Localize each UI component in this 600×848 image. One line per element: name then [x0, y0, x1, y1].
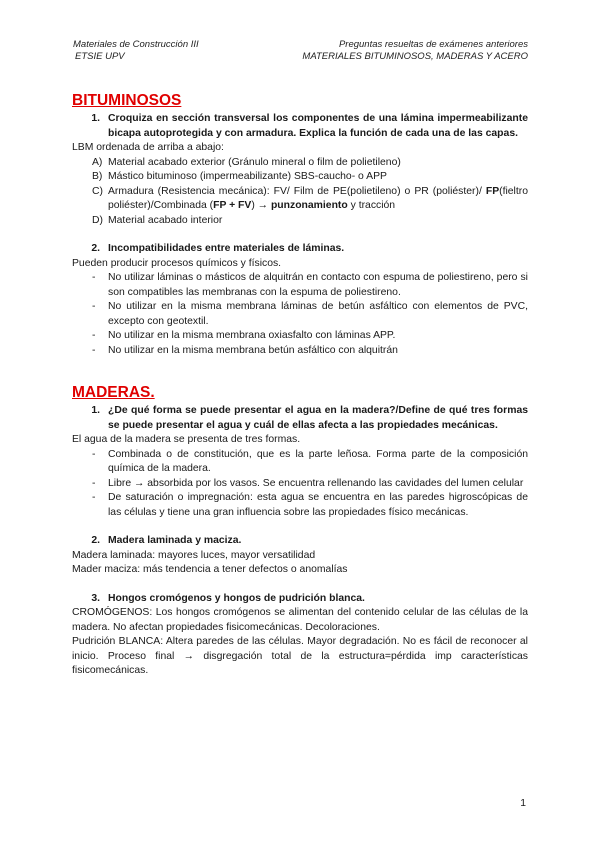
answer-intro: El agua de la madera se presenta de tres formas. [72, 434, 301, 445]
list-item [72, 185, 528, 214]
header-subtitle: Preguntas resueltas de exámenes anteriores [338, 39, 528, 50]
list-text: Combinada o de constitución, que es la parte leñosa. Forma parte de la composición química de la madera. [108, 448, 528, 474]
list-text: No utilizar en la misma membrana betún asfáltico con alquitrán [108, 344, 398, 356]
list-text: Material acabado exterior (Gránulo mineral o film de polietileno) [108, 156, 401, 168]
list-item [72, 329, 528, 344]
text-run: ) → [251, 200, 271, 211]
question-text: Incompatibilidades entre materiales de láminas. [108, 243, 345, 254]
list-item [72, 300, 528, 329]
layer-list [72, 156, 528, 229]
list-text: No utilizar láminas o másticos de alquitrán en contacto con espuma de poliestireno, pero si son compatibles las membranas con la espuma de poliestireno. [108, 272, 528, 298]
question-heading [72, 534, 528, 549]
question-heading [72, 592, 528, 607]
list-text: Material acabado interior [108, 214, 223, 226]
list-item [72, 271, 528, 300]
water-forms-list [72, 448, 528, 521]
incompatibility-list [72, 271, 528, 358]
list-text: No utilizar en la misma membrana láminas de betún asfáltico con elementos de PVC, excepto con geotextil. [108, 301, 528, 327]
list-item [72, 344, 528, 359]
question-heading [72, 242, 528, 257]
text-run: y tracción [347, 200, 396, 211]
list-item [72, 156, 528, 171]
answer-intro: Pueden producir procesos químicos y físicos. [72, 257, 282, 269]
answer-line: Mader maciza: más tendencia a tener defectos o anomalías [72, 564, 348, 575]
list-item [72, 448, 528, 477]
answer-paragraph: CROMÓGENOS: Los hongos cromógenos se alimentan del contenido celular de las células de la madera. No afectan propiedades fisicomecánicas. Decoloraciones. [72, 607, 528, 633]
document-body [72, 92, 528, 679]
list-bullet: - [92, 330, 96, 341]
question-number: 3. [91, 592, 100, 604]
list-text [108, 185, 528, 214]
question-number: 1. [91, 405, 100, 416]
question-text: Hongos cromógenos y hongos de pudrición blanca. [108, 592, 365, 604]
question-number: 2. [91, 535, 100, 546]
text-run-bold: punzonamiento [270, 200, 348, 211]
question-heading [72, 112, 528, 141]
text-run: Armadura (Resistencia mecánica): FV/ Film de PE(polietileno) o PR (poliéster)/ [108, 185, 486, 197]
header-left [73, 39, 199, 63]
question-text: Madera laminada y maciza. [108, 535, 242, 546]
list-bullet: - [92, 492, 96, 503]
page-number: 1 [520, 798, 526, 809]
question-number: 2. [91, 243, 100, 254]
list-item [72, 477, 528, 492]
list-item [72, 491, 528, 520]
list-marker: B) [92, 171, 103, 182]
answer-intro: LBM ordenada de arriba a abajo: [72, 142, 224, 153]
list-bullet: - [92, 477, 96, 489]
header-right [302, 39, 528, 63]
list-item [72, 170, 528, 185]
question-heading [72, 404, 528, 433]
list-bullet: - [92, 301, 96, 312]
question-text: ¿De qué forma se puede presentar el agua en la madera?/Define de qué tres formas se puede presentar el agua y cuál de ellas afecta a las propiedades mecánicas. [108, 405, 528, 431]
list-marker: A) [92, 156, 103, 168]
section-title-bituminosos: BITUMINOSOS [72, 92, 182, 109]
list-text: Mástico bituminoso (impermeabilizante) SBS-caucho- o APP [108, 171, 387, 182]
question-text: Croquiza en sección transversal los componentes de una lámina impermeabilizante bicapa autoprotegida y con armadura. Explica la función de cada una de las capas. [108, 113, 528, 139]
text-run-bold: FP [485, 185, 500, 197]
list-text: Libre → absorbida por los vasos. Se encuentra rellenando las cavidades del lumen celular [108, 477, 524, 489]
text-run-bold: FP + FV [213, 200, 252, 211]
header-school: ETSIE UPV [75, 51, 125, 62]
list-bullet: - [92, 344, 96, 356]
section-title-maderas: MADERAS. [72, 384, 155, 401]
list-text: No utilizar en la misma membrana oxiasfalto con láminas APP. [108, 330, 396, 341]
list-bullet: - [92, 448, 96, 460]
question-number: 1. [91, 113, 100, 124]
list-marker: C) [92, 185, 103, 197]
header-topic: MATERIALES BITUMINOSOS, MADERAS Y ACERO [302, 51, 528, 62]
list-text: De saturación o impregnación: esta agua se encuentra en las paredes higroscópicas de las células y tiene una gran influencia sobre las propiedades físico mecánicas. [108, 492, 528, 518]
text-run: (fieltro poliéster)/Combinada ( [108, 185, 528, 211]
header-course: Materiales de Construcción III [73, 39, 199, 50]
list-marker: D) [92, 214, 103, 226]
answer-line: Madera laminada: mayores luces, mayor versatilidad [72, 549, 316, 561]
answer-paragraph: Pudrición BLANCA: Altera paredes de las células. Mayor degradación. No es fácil de reconocer al inicio. Proceso final → disgregación total de la estructura=pérdida imp características fisicomecánicas. [72, 636, 528, 676]
list-item [72, 214, 528, 229]
list-bullet: - [92, 272, 96, 283]
